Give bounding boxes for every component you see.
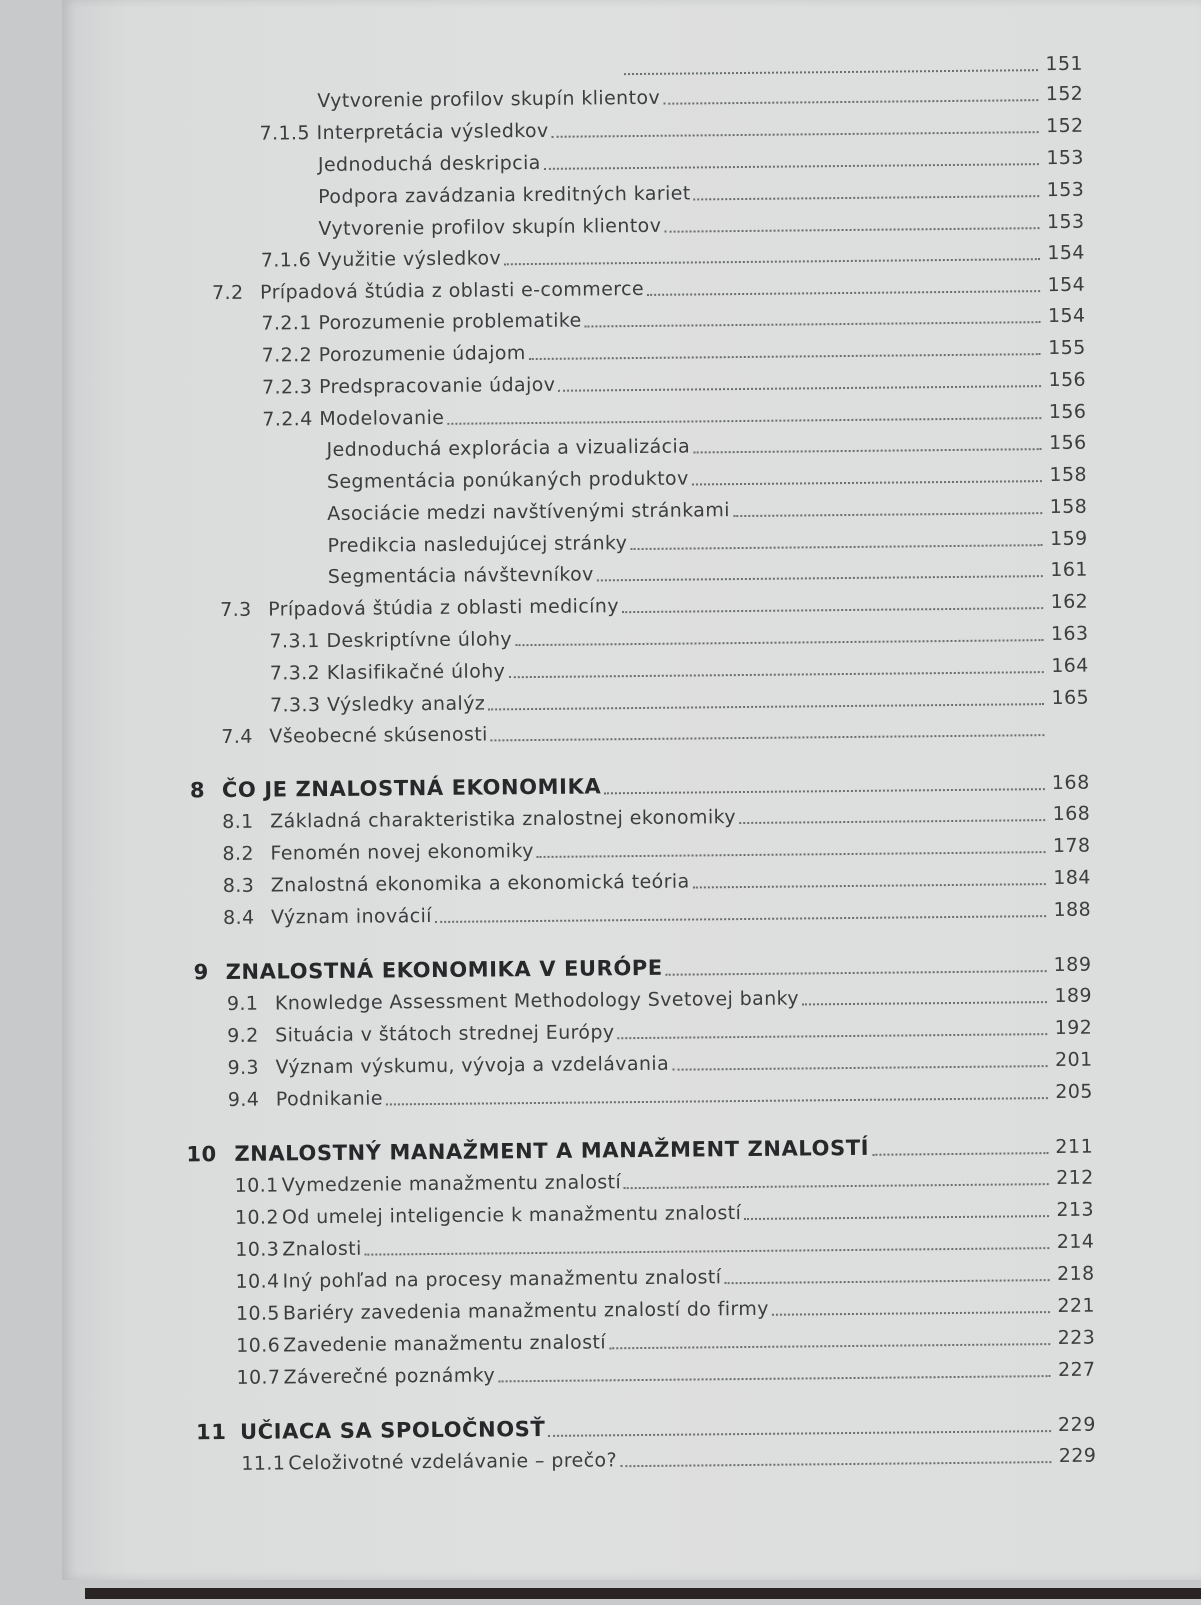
entry-number: 10.1 [234,1174,279,1197]
entry-title: Knowledge Assessment Methodology Svetovej banky [274,987,800,1015]
toc-entry [270,686,1089,718]
toc-entry [236,1326,1095,1358]
page-number: 158 [1049,495,1088,519]
entry-title: Bariéry zavedenia manažmentu znalostí do firmy [282,1297,769,1325]
page-number: 168 [1052,802,1091,826]
leader-dots [488,703,1044,710]
toc-entry [227,1048,1092,1080]
page-number: 218 [1056,1262,1095,1286]
toc-entry [220,590,1088,622]
entry-number: 9.2 [227,1024,259,1047]
entry-number: 8.1 [222,810,254,834]
entry-number: 7.2.4 [262,408,313,431]
leader-dots [618,1033,1048,1039]
entry-number: 7.2 [212,281,244,305]
leader-dots [663,99,1038,105]
leader-dots [386,1097,1048,1105]
leader-dots [604,788,1045,794]
page-number: 152 [1045,114,1084,138]
entry-title: Prípadová štúdia z oblasti e-commerce [260,277,645,304]
page-number: 201 [1054,1048,1093,1072]
entry-title: Výsledky analýz [326,692,486,716]
chapter-number: 10 [186,1142,217,1167]
entry-number: 7.2.3 [261,376,313,399]
entry-number: 8.2 [222,842,255,866]
entry-title: Predikcia nasledujúcej stránky [327,532,628,557]
entry-title: Jednoduchá explorácia a vizualizácia [326,435,691,461]
entry-title: Predspracovanie údajov [318,373,556,399]
leader-dots [548,1430,1051,1437]
page-number: 221 [1057,1294,1095,1318]
entry-title: Interpretácia výsledkov [316,119,549,145]
toc-entry [223,898,1091,930]
entry-number: 8.3 [222,874,255,898]
page-number: 159 [1049,527,1088,551]
entry-number: 7.3.1 [269,630,320,653]
page-number: 162 [1050,590,1089,614]
toc-entry [327,495,1087,526]
leader-dots [435,915,1046,923]
leader-dots [504,258,1040,265]
page-number: 212 [1056,1166,1094,1190]
leader-dots [624,69,1038,75]
leader-dots [872,1152,1048,1156]
page-number: 229 [1057,1413,1097,1437]
entry-title: Situácia v štátoch strednej Európy [275,1021,615,1047]
leader-dots [630,544,1042,550]
entry-number: 7.3.3 [269,694,321,717]
toc-entry [212,273,1085,305]
entry-number: 7.3 [220,598,252,622]
entry-number: 9.1 [226,992,259,1015]
entry-number: 10.2 [234,1206,280,1229]
toc-chapter [190,770,1090,804]
leader-dots [537,851,1046,858]
leader-dots [515,639,1043,646]
page-number: 192 [1054,1016,1093,1040]
leader-dots [558,385,1041,392]
leader-dots [692,480,1042,485]
entry-title: Prípadová štúdia z oblasti medicíny [268,595,620,621]
entry-title: Jednoduchá deskripcia [317,151,541,177]
entry-number: 9.3 [227,1056,260,1079]
entry-number: 7.4 [221,725,253,749]
leader-dots [609,1343,1050,1349]
page-number: 154 [1047,273,1086,297]
entry-title: Fenomén novej ekonomiky [270,840,534,865]
chapter-title: ZNALOSTNÁ EKONOMIKA V EURÓPE [225,955,663,984]
leader-dots [597,575,1043,581]
leader-dots [744,1215,1049,1220]
entry-title: Základná charakteristika znalostnej ekonomiky [270,806,737,833]
toc-chapter [194,952,1092,986]
toc-entry [318,178,1084,209]
toc-entry [269,622,1088,654]
toc-entry [328,558,1088,589]
leader-dots [694,195,1040,200]
leader-dots [498,1375,1050,1382]
page-number: 184 [1053,866,1091,890]
entry-title: Zavedenie manažmentu znalostí [283,1331,607,1357]
leader-dots [666,970,1047,976]
page-number: 153 [1046,146,1084,170]
leader-dots [365,1247,1050,1256]
toc-entry [327,527,1087,558]
chapter-number: 11 [195,1419,227,1445]
entry-title: Klasifikačné úlohy [326,660,506,685]
entry-title: Využitie výsledkov [317,247,502,272]
toc-entry [221,717,1047,749]
entry-number: 10.6 [236,1334,281,1357]
toc-entry [236,1358,1095,1390]
toc-entry [236,1294,1095,1326]
leader-dots [508,671,1043,678]
leader-dots [620,1461,1051,1467]
chapter-number: 9 [193,960,209,985]
entry-number: 7.3.2 [269,662,321,685]
entry-number: 9.4 [227,1088,260,1111]
page-number: 214 [1056,1230,1095,1254]
entry-number: 7.1.6 [260,249,312,272]
chapter-title: ZNALOSTNÝ MANAŽMENT A MANAŽMENT ZNALOSTÍ [234,1135,870,1166]
toc-entry [327,463,1087,494]
entry-number: 11.1 [241,1452,286,1475]
page-number: 156 [1048,400,1087,424]
page-number: 163 [1050,622,1089,646]
leader-dots [624,1183,1049,1189]
leader-dots [664,227,1039,233]
entry-number: 10.7 [236,1366,281,1389]
leader-dots [672,1065,1047,1071]
page-number: 153 [1046,210,1085,234]
page-number: 155 [1048,336,1086,360]
entry-title: Záverečné poznámky [283,1364,496,1389]
entry-title: Vytvorenie profilov skupín klientov [317,86,661,113]
chapter-number: 8 [189,778,206,803]
page-number: 189 [1053,953,1092,977]
toc-entry [227,984,1092,1016]
entry-number: 7.2.2 [261,344,313,367]
entry-number: 8.4 [223,906,255,930]
entry-title: Vymedzenie manažmentu znalostí [281,1171,622,1197]
toc-entry [621,52,1083,80]
entry-title: Podpora zavádzania kreditných kariet [318,182,691,209]
toc-entry [318,146,1084,177]
leader-dots [693,448,1041,453]
page-number: 152 [1045,82,1084,106]
page-number: 189 [1054,984,1093,1008]
page-number: 153 [1046,178,1085,202]
leader-dots [802,1001,1047,1005]
toc-chapter [196,1412,1096,1446]
toc-entry [261,241,1085,273]
toc-entry [317,82,1083,113]
page-number: 223 [1057,1326,1096,1350]
toc-entry [262,368,1086,400]
toc-entry [223,866,1091,898]
entry-title: Význam inovácií [271,905,432,929]
page-number: 227 [1057,1358,1096,1382]
leader-dots [739,819,1045,824]
toc-entry [327,431,1087,462]
chapter-title: UČIACA SA SPOLOČNOSŤ [239,1416,546,1444]
entry-title: Iný pohľad na procesy manažmentu znalostí [282,1266,722,1293]
entry-title: Modelovanie [319,406,445,431]
toc-entry [261,304,1085,336]
entry-title: Podnikanie [275,1087,384,1111]
toc-entry [222,834,1090,866]
leader-dots [647,290,1040,296]
entry-title: Význam výskumu, vývoja a vzdelávania [275,1052,670,1079]
entry-title: Segmentácia návštevníkov [327,563,594,588]
page-number: 156 [1049,431,1087,455]
leader-dots [724,1279,1049,1284]
toc-entry [227,1016,1092,1048]
toc-entry [270,654,1089,686]
toc-entry [262,336,1086,368]
toc-entry [259,114,1083,146]
entry-number: 7.2.1 [261,312,312,335]
entry-number: 10.5 [235,1302,280,1325]
leader-dots [447,417,1041,425]
entry-title: Porozumenie problematike [318,309,582,335]
page-number: 205 [1055,1080,1093,1104]
page-number: 164 [1051,654,1089,678]
leader-dots [491,734,1045,741]
page-number: 154 [1047,304,1086,328]
entry-title: Asociácie medzi navštívenými stránkami [327,499,730,525]
leader-dots [622,607,1043,613]
toc-entry [235,1230,1094,1262]
entry-number: 10.4 [235,1270,280,1293]
toc-chapter [186,1134,1093,1168]
toc-entry [235,1262,1094,1294]
entry-title: Segmentácia ponúkaných produktov [326,467,689,493]
page-number: 161 [1050,558,1088,582]
page-number: 229 [1058,1444,1097,1468]
leader-dots [693,883,1046,888]
leader-dots [733,512,1042,517]
page-number: 178 [1052,834,1091,858]
page-number: 165 [1051,686,1090,710]
page-number: 154 [1047,241,1085,265]
toc-entry [235,1166,1094,1198]
page-number: 151 [1045,52,1084,76]
page-number: 188 [1053,898,1092,922]
toc-entry [262,400,1086,432]
entry-number: 7.1.5 [259,122,311,145]
entry-title: Znalostná ekonomika a ekonomická teória [270,870,690,897]
entry-title: Celoživotné vzdelávanie – prečo? [288,1449,618,1475]
entry-title: Všeobecné skúsenosti [269,723,488,748]
entry-title: Od umelej inteligencie k manažmentu znalostí [281,1202,742,1229]
toc-entry [241,1444,1096,1476]
page-number: 158 [1049,463,1088,487]
page-number: 168 [1051,771,1090,795]
entry-title: Vytvorenie profilov skupín klientov [318,214,662,241]
leader-dots [585,321,1041,327]
leader-dots [772,1311,1050,1316]
page-number: 156 [1048,368,1087,392]
toc-entry [318,210,1084,241]
page-number: 211 [1055,1135,1094,1159]
entry-title: Znalosti [282,1237,362,1261]
leader-dots [552,131,1039,138]
toc-entry [222,802,1090,834]
toc-entry [235,1198,1094,1230]
leader-dots [529,353,1041,360]
entry-title: Porozumenie údajom [318,342,526,367]
leader-dots [544,163,1039,170]
page-number: 213 [1056,1198,1095,1222]
entry-title: Deskriptívne úlohy [326,628,513,653]
toc-entry [228,1080,1093,1112]
entry-number: 10.3 [235,1238,280,1261]
chapter-title: ČO JE ZNALOSTNÁ EKONOMIKA [221,774,602,803]
